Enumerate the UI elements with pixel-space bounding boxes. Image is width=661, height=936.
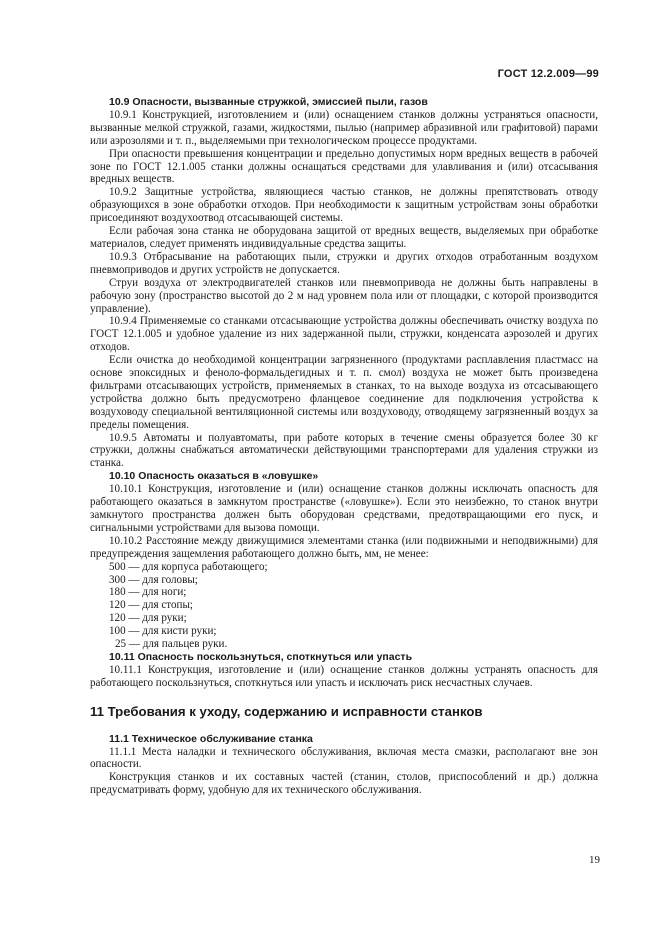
paragraph: 10.10.1 Конструкция, изготовление и (или) оснащение станков должны исключать опасность для работающего оказаться в замкнутом пространстве («ловушке»). Если это неизбежно, то станок внутри замкнутого пространства должен быть оборудован средствами, предотвращающими его пуск, и сигнальными устройствами для вызова помощи. bbox=[90, 483, 598, 534]
subsection-heading-10-9: 10.9 Опасности, вызванные стружкой, эмиссией пыли, газов bbox=[109, 96, 428, 108]
list-item: 25 — для пальцев руки. bbox=[115, 638, 228, 651]
subsection-heading-10-10: 10.10 Опасность оказаться в «ловушке» bbox=[109, 470, 319, 483]
list-item: 120 — для стопы; bbox=[109, 599, 193, 612]
paragraph: Струи воздуха от электродвигателей станков или пневмопривода не должны быть направлены в рабочую зону (пространство высотой до 2 м над уровнем пола или от площадки, с которой производится управление). bbox=[90, 276, 598, 315]
list-item: 500 — для корпуса работающего; bbox=[109, 560, 268, 573]
paragraph: При опасности превышения концентрации и предельно допустимых норм вредных веществ в рабочей зоне по ГОСТ 12.1.005 станки должны оснащаться средствами для улавливания и (или) отсасывания вредных веществ. bbox=[90, 147, 598, 186]
document-body bbox=[90, 96, 598, 797]
paragraph: 10.11.1 Конструкция, изготовление и (или) оснащение станков должны устранять опасность для работающего поскользнуться, споткнуться или упасть и исключать риск несчастных случаев. bbox=[90, 663, 598, 689]
section-heading-11: 11 Требования к уходу, содержанию и исправности станков bbox=[90, 703, 483, 719]
paragraph: 10.9.2 Защитные устройства, являющиеся частью станков, не должны препятствовать отводу образующихся в зоне обработки отходов. При необходимости к защитным устройствам зоны обработки присоединяют воздухоотвод отсасывающей системы. bbox=[90, 186, 598, 225]
page-number: 19 bbox=[589, 854, 600, 866]
list-item: 100 — для кисти руки; bbox=[109, 625, 217, 638]
list-item: 180 — для ноги; bbox=[109, 586, 187, 599]
list-item: 120 — для руки; bbox=[109, 612, 187, 625]
paragraph: 10.9.3 Отбрасывание на работающих пыли, стружки и других отходов отработанным воздухом пневмоприводов и других устройств не допускается. bbox=[90, 250, 598, 276]
paragraph: 10.9.1 Конструкцией, изготовлением и (или) оснащением станков должны устраняться опасности, вызванные мелкой стружкой, газами, жидкостями, пылью (например абразивной или графитовой) парами или аэрозолями и т. п., выделяемыми при технологическом процессе продуктами. bbox=[90, 108, 598, 147]
list-item: 300 — для головы; bbox=[109, 573, 198, 586]
subsection-heading-11-1: 11.1 Техническое обслуживание станка bbox=[109, 732, 313, 745]
paragraph: Если рабочая зона станка не оборудована защитой от вредных веществ, выделяемых при обработке материалов, следует применять индивидуальные средства защиты. bbox=[90, 225, 598, 250]
paragraph: 10.10.2 Расстояние между движущимися элементами станка (или подвижными и неподвижными) для предупреждения защемления работающего должно быть, мм, не менее: bbox=[90, 534, 598, 560]
paragraph: Конструкция станков и их составных частей (станин, столов, приспособлений и др.) должна предусматривать форму, удобную для их технического обслуживания. bbox=[90, 771, 598, 797]
paragraph: 10.9.5 Автоматы и полуавтоматы, при работе которых в течение смены образуется более 30 кг стружки, должны снабжаться автоматически действующими транспортерами для удаления стружки из станка. bbox=[90, 431, 598, 470]
paragraph: Если очистка до необходимой концентрации загрязненного (продуктами расплавления пластмасс на основе эпоксидных и феноло-формальдегидных и т. п. смол) воздуха не может быть произведена фильтрами отсасывающих устройств, применяемых в станках, то на выходе воздуха из отсасывающего устройства должно быть предусмотрено фланцевое соединение для подключения устройства к воздуховоду специальной вентиляционной системы или воздуховоду, отводящему загрязненный воздух за пределы помещения. bbox=[90, 354, 598, 431]
subsection-heading-10-11: 10.11 Опасность поскользнуться, споткнуться или упасть bbox=[109, 650, 413, 663]
paragraph: 10.9.4 Применяемые со станками отсасывающие устройства должны обеспечивать очистку воздуха по ГОСТ 12.1.005 и удобное удаление из них задержанной пыли, стружки, конденсата аэрозолей и других отходов. bbox=[90, 315, 598, 354]
document-header: ГОСТ 12.2.009—99 bbox=[497, 68, 599, 80]
paragraph: 11.1.1 Места наладки и технического обслуживания, включая места смазки, располагают вне зон опасности. bbox=[90, 745, 598, 771]
